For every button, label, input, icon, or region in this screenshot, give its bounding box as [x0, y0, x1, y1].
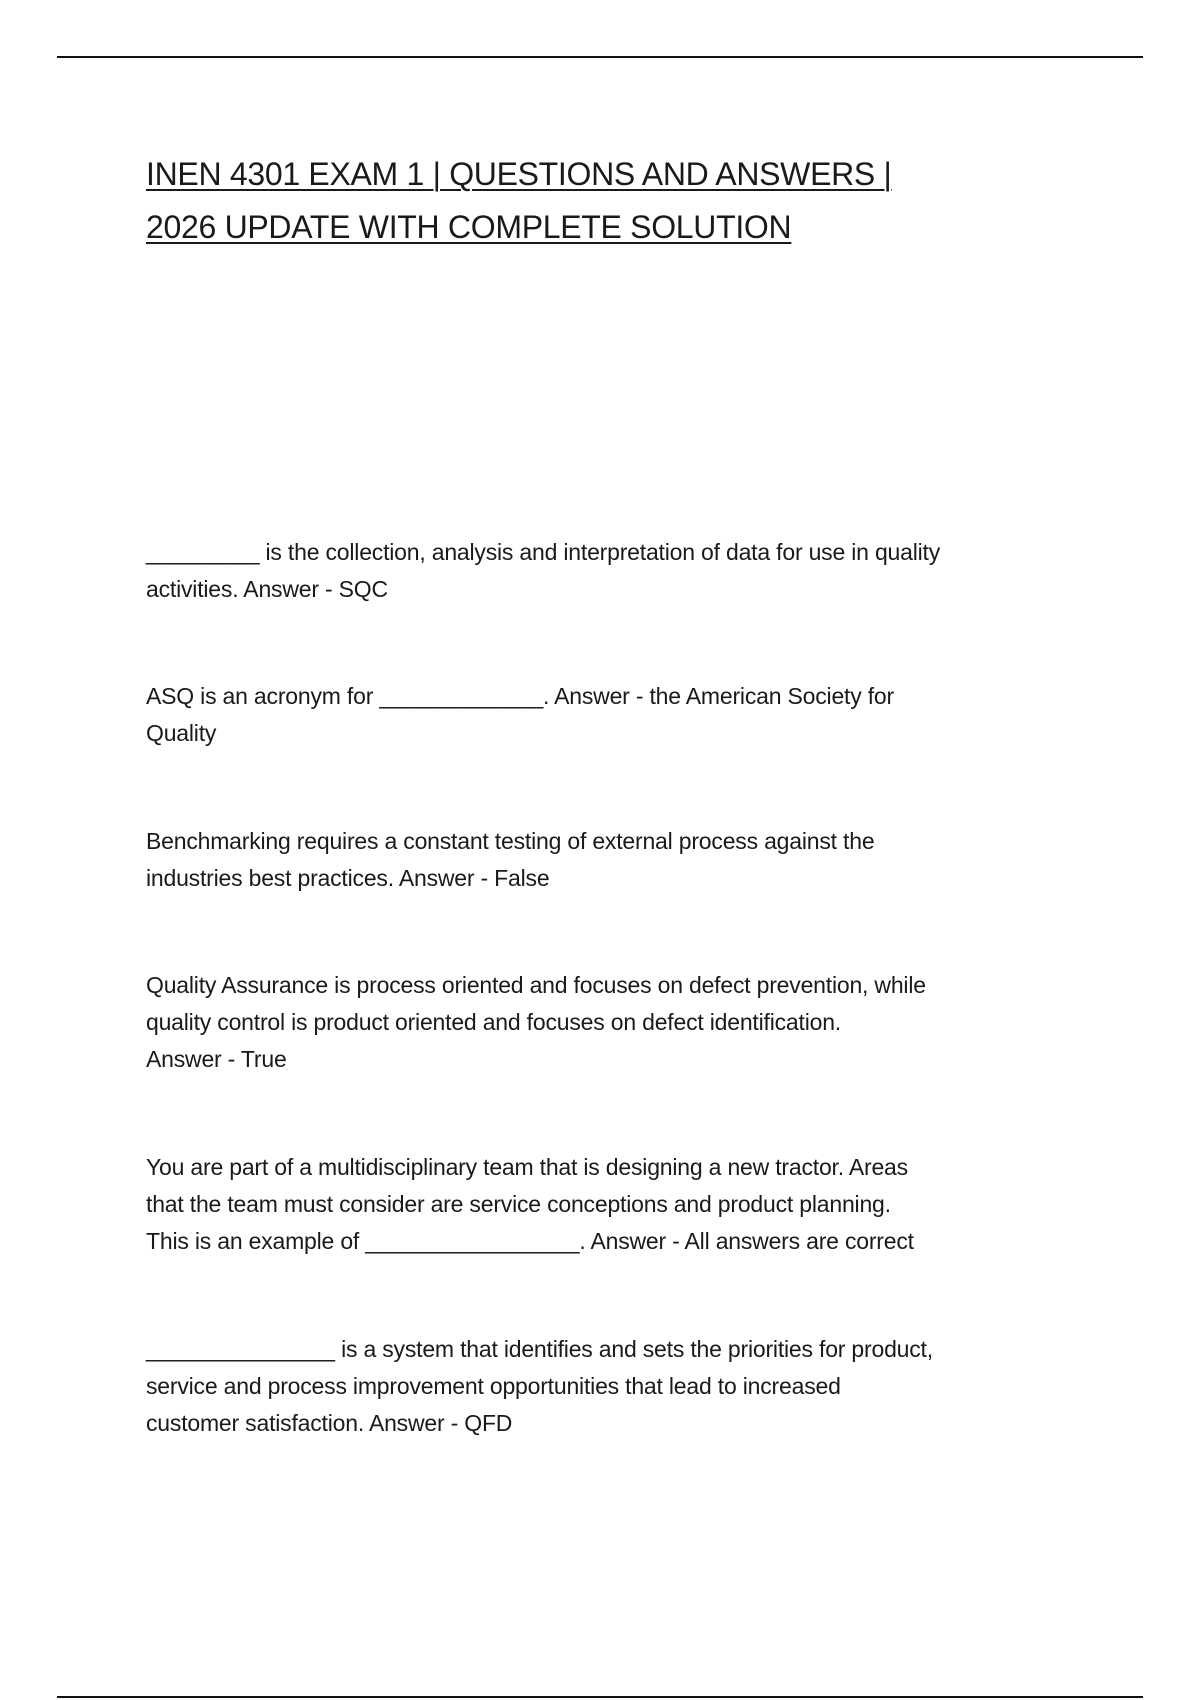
qa-line: Quality Assurance is process oriented and focuses on defect prevention, while: [146, 972, 926, 998]
qa-line: that the team must consider are service conceptions and product planning.: [146, 1191, 891, 1217]
qa-line: _________ is the collection, analysis and interpretation of data for use in quality: [146, 539, 941, 565]
qa-line: industries best practices. Answer - False: [146, 865, 550, 891]
qa-line: This is an example of _________________. Answer - All answers are correct: [146, 1228, 914, 1254]
question-answer-1: [146, 534, 1066, 608]
qa-line: _______________ is a system that identifies and sets the priorities for product,: [146, 1336, 933, 1362]
qa-line: activities. Answer - SQC: [146, 576, 388, 602]
title-line-2: 2026 UPDATE WITH COMPLETE SOLUTION: [146, 209, 792, 245]
question-answer-3: [146, 823, 1066, 897]
qa-line: customer satisfaction. Answer - QFD: [146, 1410, 513, 1436]
header-rule: [57, 56, 1143, 58]
question-answer-2: [146, 678, 1066, 752]
question-answer-5: [146, 1149, 1066, 1260]
qa-line: Answer - True: [146, 1046, 287, 1072]
qa-line: service and process improvement opportunities that lead to increased: [146, 1373, 841, 1399]
qa-line: You are part of a multidisciplinary team that is designing a new tractor. Areas: [146, 1154, 908, 1180]
qa-line: ASQ is an acronym for _____________. Answer - the American Society for: [146, 683, 894, 709]
question-answer-4: [146, 967, 1066, 1078]
qa-line: Benchmarking requires a constant testing of external process against the: [146, 828, 875, 854]
footer-rule: [57, 1696, 1143, 1698]
title-line-1: INEN 4301 EXAM 1 | QUESTIONS AND ANSWERS |: [146, 156, 892, 192]
document-title: [146, 148, 1046, 254]
qa-line: Quality: [146, 720, 217, 746]
qa-line: quality control is product oriented and focuses on defect identification.: [146, 1009, 841, 1035]
question-answer-6: [146, 1331, 1066, 1442]
